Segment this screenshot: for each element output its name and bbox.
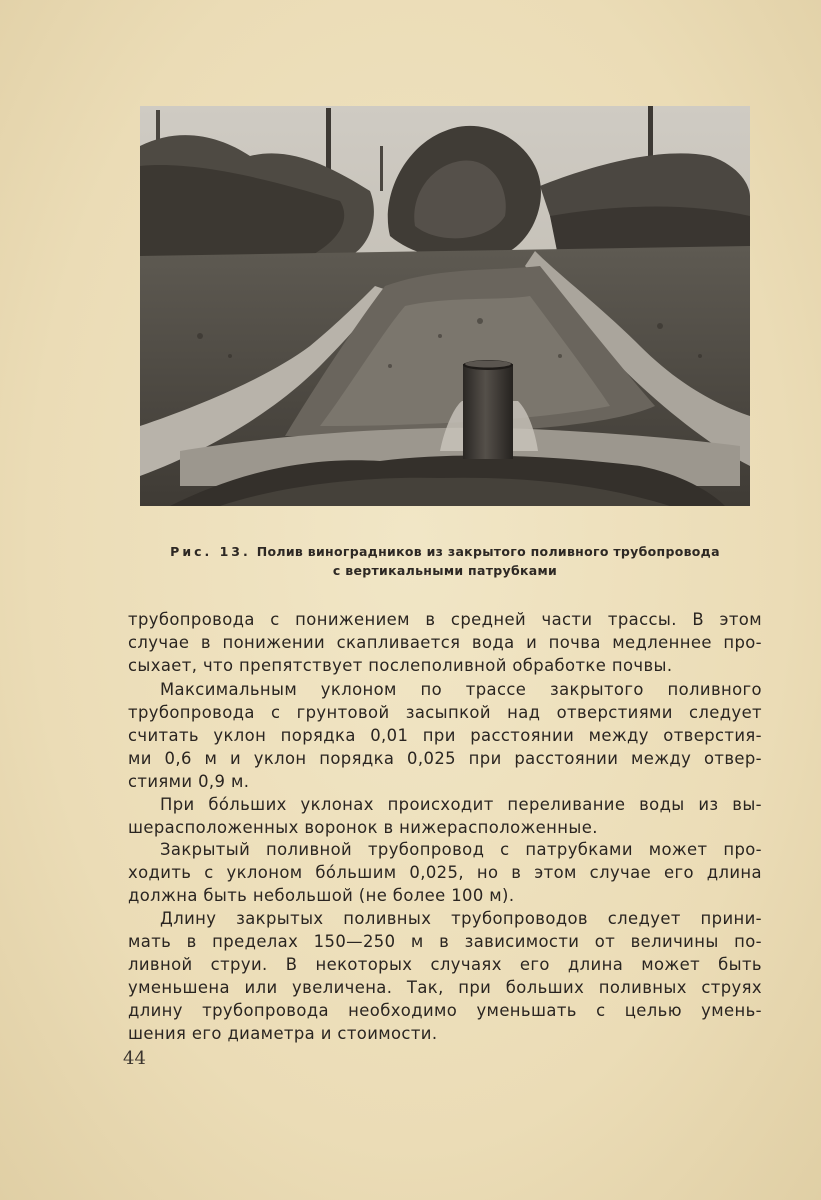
figure-label: Рис. 13. bbox=[170, 544, 251, 559]
text-line: мать в пределах 150—250 м в зависимости от величины по- bbox=[128, 932, 762, 951]
figure-caption-line-1: Полив виноградников из закрытого поливного трубопровода bbox=[256, 544, 720, 559]
paragraph-5 bbox=[128, 907, 762, 1045]
text-line: трубопровода с понижением в средней части трассы. В этом bbox=[128, 610, 762, 629]
text-line: должна быть небольшой (не более 100 м). bbox=[128, 886, 515, 905]
text-line: Длину закрытых поливных трубопроводов следует прини- bbox=[160, 909, 762, 928]
text-line: случае в понижении скапливается вода и почва медленнее про- bbox=[128, 633, 762, 652]
text-line: ми 0,6 м и уклон порядка 0,025 при расстоянии между отвер- bbox=[128, 749, 762, 768]
text-line: ходить с уклоном бо́льшим 0,025, но в этом случае его длина bbox=[128, 863, 762, 882]
text-line: трубопровода с грунтовой засыпкой над отверстиями следует bbox=[128, 703, 762, 722]
figure-caption-line-2: с вертикальными патрубками bbox=[332, 563, 558, 578]
page-number: 44 bbox=[123, 1048, 146, 1069]
text-line: шения его диаметра и стоимости. bbox=[128, 1024, 438, 1043]
paragraph-2 bbox=[128, 678, 762, 793]
figure-caption-continued bbox=[130, 561, 760, 580]
text-line: При бо́льших уклонах происходит переливание воды из вы- bbox=[160, 795, 762, 814]
text-line: длину трубопровода необходимо уменьшать с целью умень- bbox=[128, 1001, 762, 1020]
figure-caption bbox=[130, 542, 760, 561]
text-line: считать уклон порядка 0,01 при расстоянии между отверстия- bbox=[128, 726, 762, 745]
text-line: Максимальным уклоном по трассе закрытого поливного bbox=[160, 680, 762, 699]
paragraph-1 bbox=[128, 608, 762, 677]
text-line: Закрытый поливной трубопровод с патрубками может про- bbox=[160, 840, 762, 859]
text-line: сыхает, что препятствует послеполивной обработке почвы. bbox=[128, 656, 673, 675]
text-line: шерасположенных воронок в нижерасположенные. bbox=[128, 818, 598, 837]
paragraph-4 bbox=[128, 838, 762, 907]
paragraph-3 bbox=[128, 793, 762, 839]
text-line: ливной струи. В некоторых случаях его длина может быть bbox=[128, 955, 762, 974]
vineyard-irrigation-photo bbox=[140, 106, 750, 506]
text-line: стиями 0,9 м. bbox=[128, 772, 250, 791]
text-line: уменьшена или увеличена. Так, при больших поливных струях bbox=[128, 978, 762, 997]
